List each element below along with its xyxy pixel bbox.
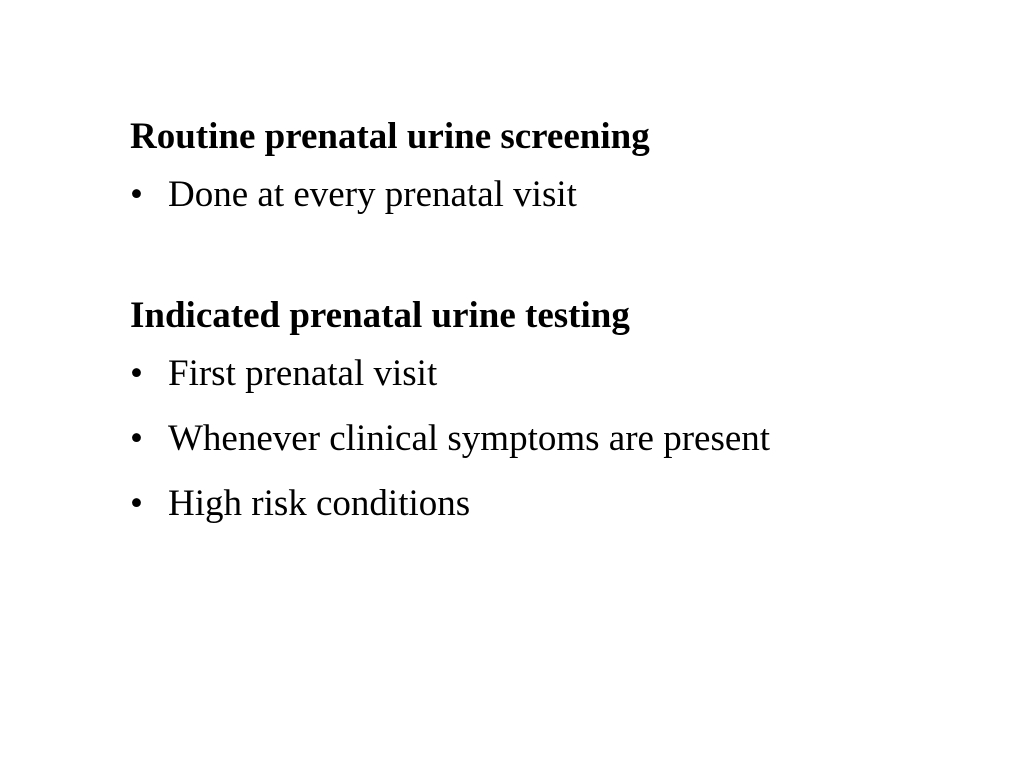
bullet-item bbox=[130, 471, 990, 536]
section-routine-screening bbox=[130, 112, 990, 227]
bullet-icon: • bbox=[130, 174, 143, 215]
section-heading: Routine prenatal urine screening bbox=[130, 116, 650, 157]
bullet-text: Whenever clinical symptoms are present bbox=[168, 418, 771, 459]
bullet-item bbox=[130, 341, 990, 406]
bullet-icon: • bbox=[130, 418, 143, 459]
bullet-text: Done at every prenatal visit bbox=[168, 174, 577, 215]
bullet-text: High risk conditions bbox=[168, 483, 471, 524]
section-indicated-testing bbox=[130, 291, 990, 536]
section-spacer bbox=[130, 227, 990, 291]
bullet-icon: • bbox=[130, 353, 143, 394]
bullet-item bbox=[130, 162, 990, 227]
bullet-item bbox=[130, 406, 990, 471]
bullet-list bbox=[130, 162, 990, 227]
section-heading: Indicated prenatal urine testing bbox=[130, 295, 630, 336]
bullet-icon: • bbox=[130, 483, 143, 524]
bullet-text: First prenatal visit bbox=[168, 353, 438, 394]
slide-content bbox=[130, 112, 990, 536]
bullet-list bbox=[130, 341, 990, 536]
